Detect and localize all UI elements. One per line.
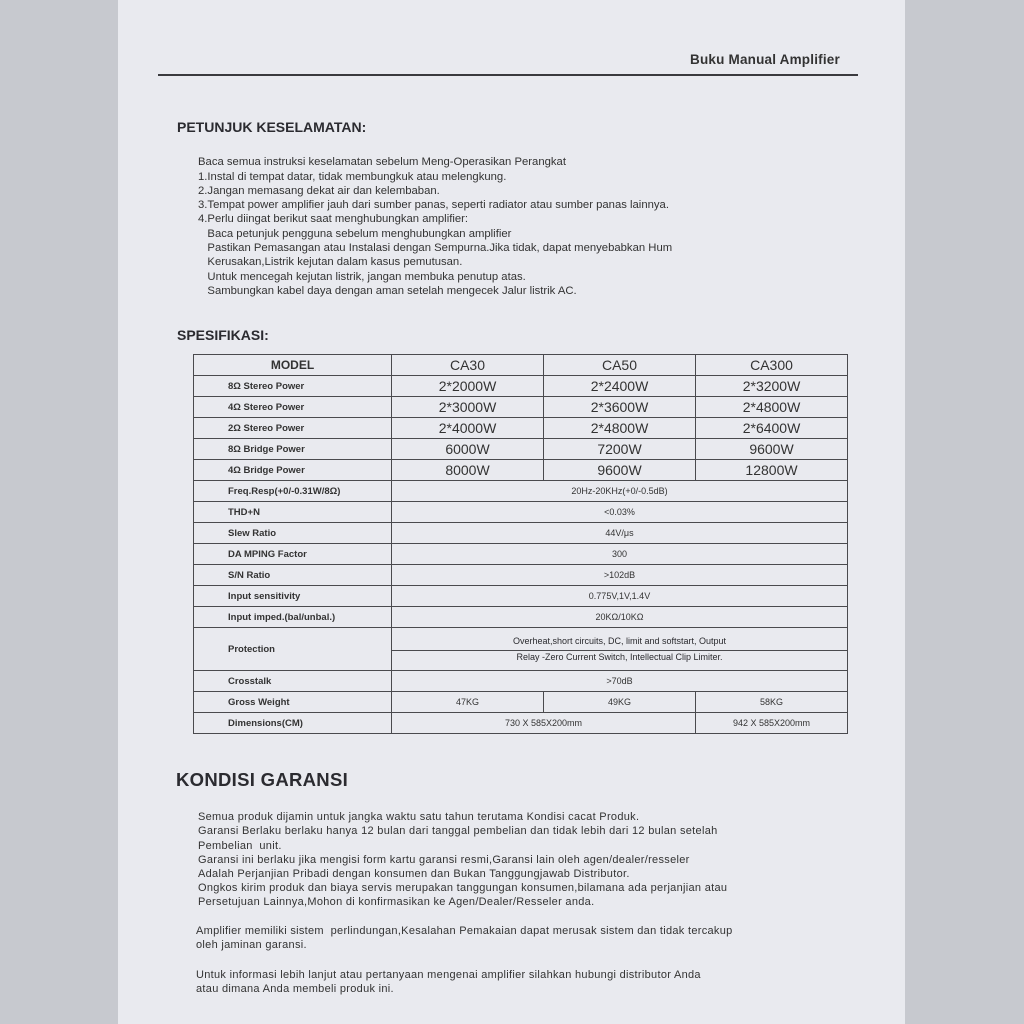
row-label: DA MPING Factor xyxy=(194,544,392,565)
table-row xyxy=(194,544,848,565)
value-cell: <0.03% xyxy=(392,502,848,523)
value-cell: 9600W xyxy=(544,460,696,481)
value-cell: 58KG xyxy=(696,692,848,713)
table-row xyxy=(194,439,848,460)
value-cell: 8000W xyxy=(392,460,544,481)
safety-line: 3.Tempat power amplifier jauh dari sumber panas, seperti radiator atau sumber panas lainnya. xyxy=(198,199,669,212)
warranty-line: Untuk informasi lebih lanjut atau pertanyaan mengenai amplifier silahkan hubungi distributor Anda xyxy=(196,969,701,982)
warranty-line: Persetujuan Lainnya,Mohon di konfirmasikan ke Agen/Dealer/Resseler anda. xyxy=(198,896,595,909)
warranty-line: Ongkos kirim produk dan biaya servis merupakan tanggungan konsumen,bilamana ada perjanjian atau xyxy=(198,882,728,895)
value-cell: 49KG xyxy=(544,692,696,713)
table-row xyxy=(194,355,848,376)
table-row xyxy=(194,460,848,481)
row-label: Protection xyxy=(194,628,392,671)
header-divider xyxy=(158,74,858,76)
table-row xyxy=(194,607,848,628)
row-label: 4Ω Bridge Power xyxy=(194,460,392,481)
value-cell: 2*3600W xyxy=(544,397,696,418)
value-cell: 2*2400W xyxy=(544,376,696,397)
value-cell: 47KG xyxy=(392,692,544,713)
table-row xyxy=(194,713,848,734)
safety-line: Baca semua instruksi keselamatan sebelum Meng-Operasikan Perangkat xyxy=(198,156,566,169)
row-label: THD+N xyxy=(194,502,392,523)
value-cell: 6000W xyxy=(392,439,544,460)
safety-line: Baca petunjuk pengguna sebelum menghubungkan amplifier xyxy=(198,227,512,240)
value-cell: 2*4800W xyxy=(544,418,696,439)
safety-line: 1.Instal di tempat datar, tidak membungkuk atau melengkung. xyxy=(198,170,507,183)
value-cell: 44V/μs xyxy=(392,523,848,544)
protection-line: Overheat,short circuits, DC, limit and softstart, Output xyxy=(392,635,847,651)
value-cell: 2*2000W xyxy=(392,376,544,397)
value-cell xyxy=(392,628,848,671)
row-label: 2Ω Stereo Power xyxy=(194,418,392,439)
header-title: Buku Manual Amplifier xyxy=(690,52,840,67)
value-cell: 2*4800W xyxy=(696,397,848,418)
safety-text xyxy=(198,141,672,313)
row-label: S/N Ratio xyxy=(194,565,392,586)
value-cell: 2*3000W xyxy=(392,397,544,418)
safety-heading: PETUNJUK KESELAMATAN: xyxy=(177,119,367,135)
safety-line: Sambungkan kabel daya dengan aman setelah mengecek Jalur listrik AC. xyxy=(198,284,577,297)
value-cell: >102dB xyxy=(392,565,848,586)
value-cell: 12800W xyxy=(696,460,848,481)
warranty-heading: KONDISI GARANSI xyxy=(176,769,349,790)
row-label: Slew Ratio xyxy=(194,523,392,544)
value-cell: 20KΩ/10KΩ xyxy=(392,607,848,628)
model-cell: CA300 xyxy=(696,355,848,376)
value-cell: 300 xyxy=(392,544,848,565)
table-row xyxy=(194,523,848,544)
safety-line: 4.Perlu diingat berikut saat menghubungkan amplifier: xyxy=(198,213,469,226)
safety-line: Pastikan Pemasangan atau Instalasi dengan Sempurna.Jika tidak, dapat menyebabkan Hum xyxy=(198,242,673,255)
specs-heading: SPESIFIKASI: xyxy=(177,327,269,343)
table-row xyxy=(194,376,848,397)
table-row xyxy=(194,692,848,713)
value-cell: 2*6400W xyxy=(696,418,848,439)
value-cell: 2*3200W xyxy=(696,376,848,397)
model-cell: CA30 xyxy=(392,355,544,376)
warranty-line: Pembelian unit. xyxy=(198,839,282,852)
row-label: 8Ω Stereo Power xyxy=(194,376,392,397)
value-cell: >70dB xyxy=(392,671,848,692)
row-label: 4Ω Stereo Power xyxy=(194,397,392,418)
table-row xyxy=(194,565,848,586)
value-cell: 730 X 585X200mm xyxy=(392,713,696,734)
spec-table xyxy=(193,354,848,734)
safety-line: Untuk mencegah kejutan listrik, jangan membuka penutup atas. xyxy=(198,270,526,283)
table-row xyxy=(194,586,848,607)
value-cell: 0.775V,1V,1.4V xyxy=(392,586,848,607)
model-header: MODEL xyxy=(194,355,392,376)
safety-line: 2.Jangan memasang dekat air dan kelembaban. xyxy=(198,184,440,197)
protection-line: Relay -Zero Current Switch, Intellectual Clip Limiter. xyxy=(516,652,723,662)
warranty-line: oleh jaminan garansi. xyxy=(196,939,307,952)
warranty-line: atau dimana Anda membeli produk ini. xyxy=(196,983,394,996)
value-cell: 9600W xyxy=(696,439,848,460)
value-cell: 942 X 585X200mm xyxy=(696,713,848,734)
warranty-paragraph-1 xyxy=(198,796,727,924)
table-row xyxy=(194,418,848,439)
row-label: Freq.Resp(+0/-0.31W/8Ω) xyxy=(194,481,392,502)
warranty-paragraph-3 xyxy=(196,954,701,1011)
table-row xyxy=(194,397,848,418)
table-row xyxy=(194,502,848,523)
table-row xyxy=(194,628,848,671)
value-cell: 7200W xyxy=(544,439,696,460)
row-label: Input imped.(bal/unbal.) xyxy=(194,607,392,628)
table-row xyxy=(194,671,848,692)
value-cell: 2*4000W xyxy=(392,418,544,439)
warranty-line: Amplifier memiliki sistem perlindungan,Kesalahan Pemakaian dapat merusak sistem dan tidak tercakup xyxy=(196,925,733,938)
warranty-line: Adalah Perjanjian Pribadi dengan konsumen dan Bukan Tanggungjawab Distributor. xyxy=(198,868,630,881)
row-label: Input sensitivity xyxy=(194,586,392,607)
warranty-line: Garansi Berlaku berlaku hanya 12 bulan dari tanggal pembelian dan tidak lebih dari 12 bulan setelah xyxy=(198,825,718,838)
value-cell: 20Hz-20KHz(+0/-0.5dB) xyxy=(392,481,848,502)
model-cell: CA50 xyxy=(544,355,696,376)
row-label: 8Ω Bridge Power xyxy=(194,439,392,460)
row-label: Crosstalk xyxy=(194,671,392,692)
row-label: Dimensions(CM) xyxy=(194,713,392,734)
row-label: Gross Weight xyxy=(194,692,392,713)
warranty-line: Semua produk dijamin untuk jangka waktu satu tahun terutama Kondisi cacat Produk. xyxy=(198,811,640,824)
safety-line: Kerusakan,Listrik kejutan dalam kasus pemutusan. xyxy=(198,256,463,269)
table-row xyxy=(194,481,848,502)
warranty-line: Garansi ini berlaku jika mengisi form kartu garansi resmi,Garansi lain oleh agen/dealer/resseler xyxy=(198,853,690,866)
